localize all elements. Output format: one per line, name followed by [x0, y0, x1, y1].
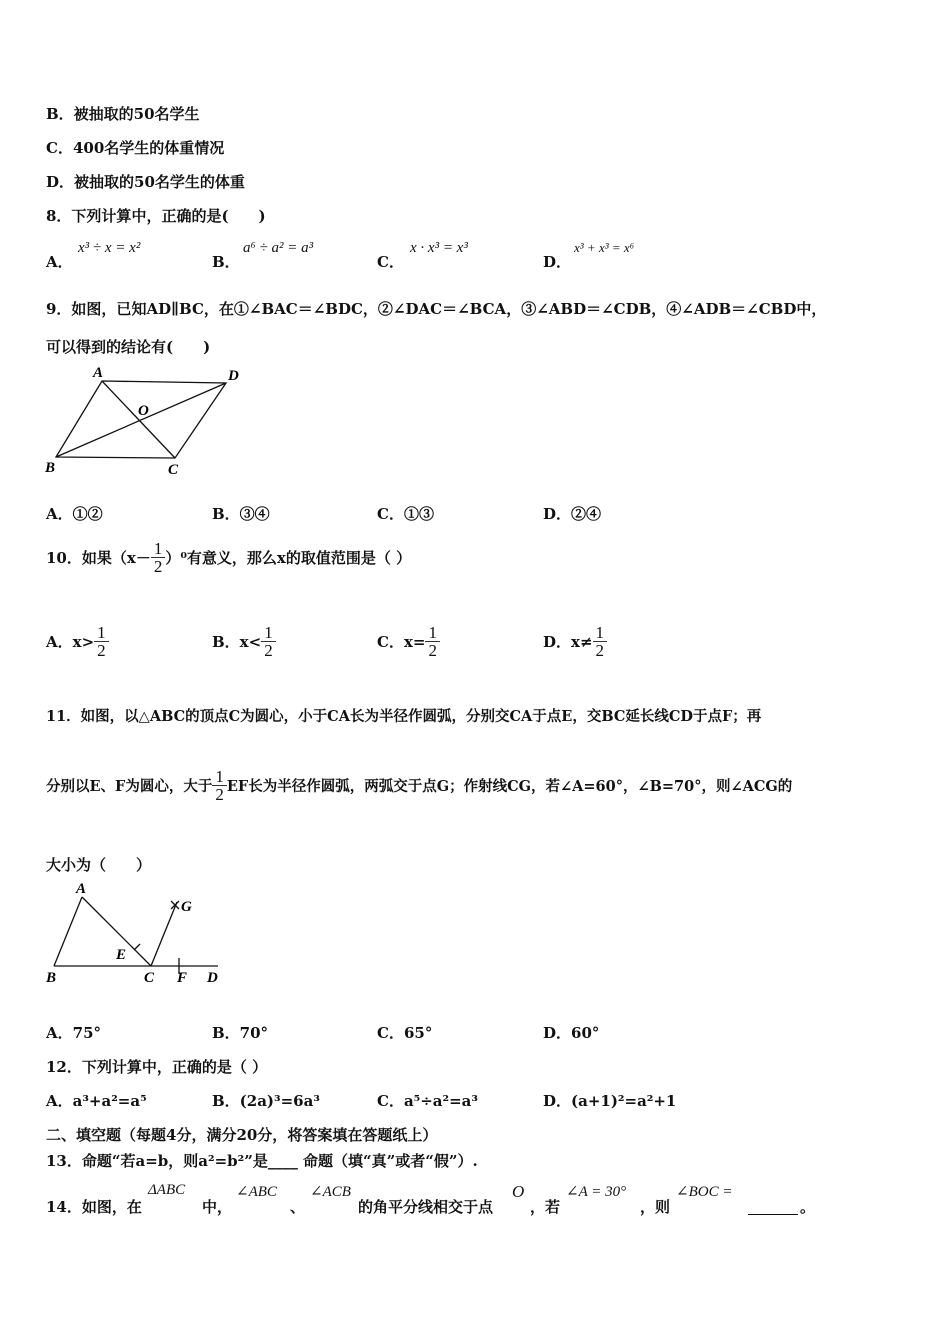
q14-t6: ，则 [640, 1198, 671, 1216]
q14-answer-blank [748, 1196, 798, 1215]
q8-option-d-label: D． [543, 253, 572, 271]
frac-den: 2 [94, 641, 109, 659]
q10-frac-num: 1 [153, 539, 163, 558]
q14-m2: ∠ABC [236, 1184, 277, 1200]
q9-option-d: D．②④ [543, 505, 602, 523]
q10-option-b-frac [261, 624, 276, 659]
q8-option-c-expr: x · x³ = x³ [410, 240, 468, 256]
q10-option-a-label: A．x> [46, 633, 95, 651]
q11-stem-line1: 11．如图，以△ABC的顶点C为圆心，小于CA长为半径作圆弧，分别交CA于点E，交BC延长线CD于点F；再 [46, 708, 762, 725]
q9-option-b: B．③④ [212, 505, 270, 523]
q11-option-d: D．60° [543, 1024, 600, 1042]
q10-option-d-label: D．x≠ [543, 633, 593, 651]
q14-m5: ∠A = 30° [566, 1184, 627, 1200]
q10-option-b [212, 624, 276, 659]
q14-t3: 、 [290, 1198, 306, 1216]
q9-parallelogram-figure [40, 362, 250, 480]
frac-den: 2 [425, 641, 440, 659]
q12-option-c: C．a⁵÷a²=a³ [377, 1092, 478, 1110]
q10-option-a-frac [94, 624, 109, 659]
q11-angle-bisector-figure [40, 878, 230, 990]
q9-option-a: A．①② [46, 505, 103, 523]
label-b: B [46, 970, 57, 986]
q8-option-a-expr: x³ ÷ x = x² [78, 240, 141, 256]
q7-option-d: D．被抽取的50名学生的体重 [46, 173, 245, 191]
q10-option-c-label: C．x= [377, 633, 426, 651]
q11-line2-pre: 分别以E、F为圆心，大于 [46, 778, 213, 795]
q8-option-c-label: C． [377, 253, 404, 271]
q14-t4: 的角平分线相交于点 [358, 1198, 494, 1216]
label-d: D [228, 368, 239, 384]
q8-option-d-expr: x³ + x³ = x⁶ [574, 240, 635, 255]
label-a: A [76, 881, 87, 897]
q14-t7: 。 [800, 1198, 816, 1216]
diagonal-ac [102, 381, 175, 458]
q11-stem-line3: 大小为（ ） [46, 856, 152, 874]
q11-option-a: A．75° [46, 1024, 102, 1042]
label-b: B [45, 460, 56, 476]
q11-option-b: B．70° [212, 1024, 269, 1042]
frac-num: 1 [428, 623, 437, 642]
frac-den: 2 [261, 641, 276, 659]
q7-option-c: C．400名学生的体重情况 [46, 139, 225, 157]
segment-ab [54, 897, 82, 966]
q10-fraction [151, 540, 166, 575]
q8-option-b-label: B． [212, 253, 240, 271]
q10-option-a [46, 624, 109, 659]
q12-stem: 12．下列计算中，正确的是（ ） [46, 1058, 268, 1076]
q14-m1: ΔABC [148, 1182, 186, 1198]
label-c: C [144, 970, 155, 986]
q8-stem: 8．下列计算中，正确的是( ) [46, 207, 266, 225]
label-a: A [93, 365, 104, 381]
q10-stem-post: ）⁰有意义，那么x的取值范围是（ ） [165, 549, 412, 567]
q10-option-b-label: B．x< [212, 633, 262, 651]
q14-t1: 14．如图，在 [46, 1198, 142, 1216]
label-g: G [181, 899, 192, 915]
q11-line2-post: EF长为半径作圆弧，两弧交于点G；作射线CG，若∠A=60°，∠B=70°，则∠ACG的 [226, 778, 793, 795]
q10-option-d [543, 624, 607, 659]
q12-option-a: A．a³+a²=a⁵ [46, 1092, 147, 1110]
q9-stem-line2: 可以得到的结论有( ) [46, 338, 211, 356]
label-e: E [116, 947, 127, 963]
q11-option-c: C．65° [377, 1024, 433, 1042]
label-f: F [177, 970, 188, 986]
blank-line [748, 1196, 798, 1215]
q14-m3: ∠ACB [310, 1184, 351, 1200]
q14-t2: 中， [202, 1198, 233, 1216]
q9-stem-line1: 9．如图，已知AD∥BC，在①∠BAC＝∠BDC，②∠DAC＝∠BCA，③∠ABD＝∠CDB，④∠ADB＝∠CBD中， [46, 300, 827, 318]
frac-num: 1 [595, 623, 605, 642]
q10-stem-pre: 10．如果（x－ [46, 549, 151, 567]
q8-option-a-label: A． [46, 253, 73, 271]
q14-m4: O [512, 1182, 525, 1201]
q10-stem [46, 540, 411, 575]
section-fill-in-heading: 二、填空题（每题4分，满分20分，将答案填在答题纸上） [46, 1126, 438, 1144]
q11-stem-line2 [46, 768, 792, 803]
q10-option-c-frac [425, 624, 440, 659]
q12-option-b: B．(2a)³=6a³ [212, 1092, 320, 1110]
frac-den: 2 [593, 641, 608, 659]
q9-option-c: C．①③ [377, 505, 434, 523]
q7-option-b: B．被抽取的50名学生 [46, 105, 200, 123]
q8-option-b-expr: a⁶ ÷ a² = a³ [243, 240, 314, 256]
q12-option-d: D．(a+1)²=a²+1 [543, 1092, 677, 1110]
label-o: O [138, 403, 149, 419]
arc-mark-e [134, 944, 140, 950]
q13-text: 13．命题“若a=b，则a²=b²”是____ 命题（填“真”或者“假”）. [46, 1152, 478, 1170]
q10-option-d-frac [593, 624, 608, 659]
q10-option-c [377, 624, 440, 659]
frac-num: 1 [264, 623, 273, 642]
q14-t5: ，若 [530, 1198, 561, 1216]
label-c: C [168, 462, 179, 478]
q11-frac-den: 2 [212, 785, 227, 803]
q14-m6: ∠BOC = [676, 1184, 733, 1200]
ray-cg [151, 902, 177, 966]
frac-num: 1 [97, 623, 106, 642]
label-d: D [207, 970, 218, 986]
q11-frac-num: 1 [215, 767, 224, 786]
q11-fraction [212, 768, 227, 803]
q10-frac-den: 2 [151, 557, 166, 575]
